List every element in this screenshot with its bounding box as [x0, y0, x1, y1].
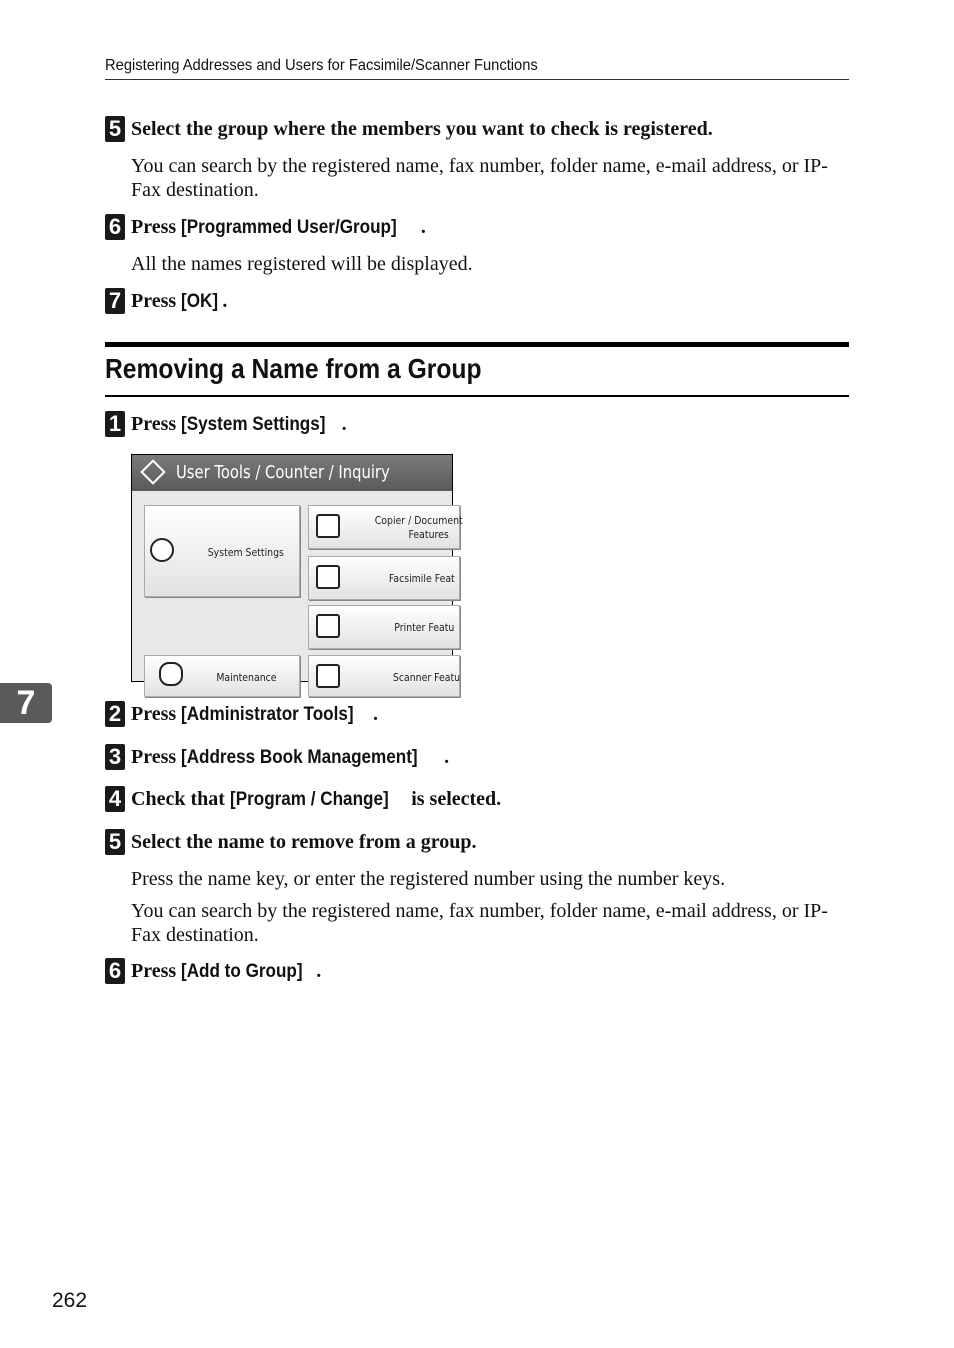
facsimile-features-button[interactable]: [308, 556, 460, 600]
scanner-features-button[interactable]: [308, 655, 460, 697]
maintenance-button[interactable]: [144, 655, 300, 697]
paragraph-search-info-2: You can search by the registered name, fax number, folder name, e-mail address, or IP-Fax destination.: [131, 900, 828, 946]
step-title: Press [System Settings] .: [131, 413, 347, 435]
wrench-icon: [159, 662, 183, 686]
printer-features-button[interactable]: [308, 605, 460, 649]
button-label: Printer Featu: [394, 621, 455, 634]
step-title: Check that [Program / Change] is selected.: [131, 788, 502, 810]
screen-title: User Tools / Counter / Inquiry: [176, 462, 390, 483]
chapter-tab: 7: [0, 683, 52, 723]
step-number: 3: [105, 744, 125, 770]
system-settings-button[interactable]: [144, 505, 300, 597]
section-top-rule: [105, 342, 849, 347]
button-label: Scanner Featu: [392, 671, 461, 684]
key-label: [System Settings]: [181, 414, 326, 435]
step-number: 4: [105, 786, 125, 812]
copier-icon: [316, 514, 340, 538]
step-number: 6: [105, 958, 125, 984]
step-title: Select the name to remove from a group.: [131, 831, 477, 853]
button-label: Features: [408, 528, 449, 541]
step-number: 7: [105, 288, 125, 314]
paragraph-search-info: You can search by the registered name, fax number, folder name, e-mail address, or IP-Fax destination.: [131, 155, 828, 201]
header-rule: [105, 79, 849, 80]
step-number: 2: [105, 701, 125, 727]
key-label: [OK]: [181, 291, 219, 312]
screen-body: [132, 491, 463, 684]
key-label: [Administrator Tools]: [181, 704, 354, 725]
step-number: 5: [105, 116, 125, 142]
printer-icon: [316, 614, 340, 638]
key-label: [Programmed User/Group]: [181, 217, 397, 238]
button-label: Facsimile Feat: [388, 572, 455, 585]
step-title: Select the group where the members you want to check is registered.: [131, 118, 713, 140]
copier-document-features-button[interactable]: [308, 505, 463, 549]
key-label: [Address Book Management]: [181, 747, 418, 768]
step-title: Press [Administrator Tools] .: [131, 703, 378, 725]
step-number: 6: [105, 214, 125, 240]
section-title: Removing a Name from a Group: [105, 353, 482, 384]
clock-icon: [150, 538, 174, 562]
paragraph-all-names: All the names registered will be displayed.: [131, 253, 473, 275]
step-title: Press [Address Book Management] .: [131, 746, 450, 768]
key-label: [Add to Group]: [181, 961, 303, 982]
page-number: 262: [52, 1289, 88, 1312]
step-number: 5: [105, 829, 125, 855]
step-title: Press [Add to Group] .: [131, 960, 322, 982]
step-title: Press [Programmed User/Group] .: [131, 216, 426, 238]
button-label: Maintenance: [216, 671, 277, 684]
running-header: Registering Addresses and Users for Facsimile/Scanner Functions: [105, 57, 538, 74]
paragraph-name-key: Press the name key, or enter the registered number using the number keys.: [131, 868, 726, 890]
user-tools-screenshot: [131, 454, 463, 684]
step-title: Press [OK] .: [131, 290, 228, 312]
user-tools-icon: [140, 459, 165, 484]
key-label: [Program / Change]: [229, 789, 389, 810]
section-bottom-rule: [105, 395, 849, 397]
step-number: 1: [105, 411, 125, 437]
button-label: System Settings: [207, 546, 284, 559]
button-label: Copier / Document: [374, 514, 463, 527]
fax-icon: [316, 565, 340, 589]
scanner-icon: [316, 664, 340, 688]
screen-title-bar: [132, 455, 452, 491]
